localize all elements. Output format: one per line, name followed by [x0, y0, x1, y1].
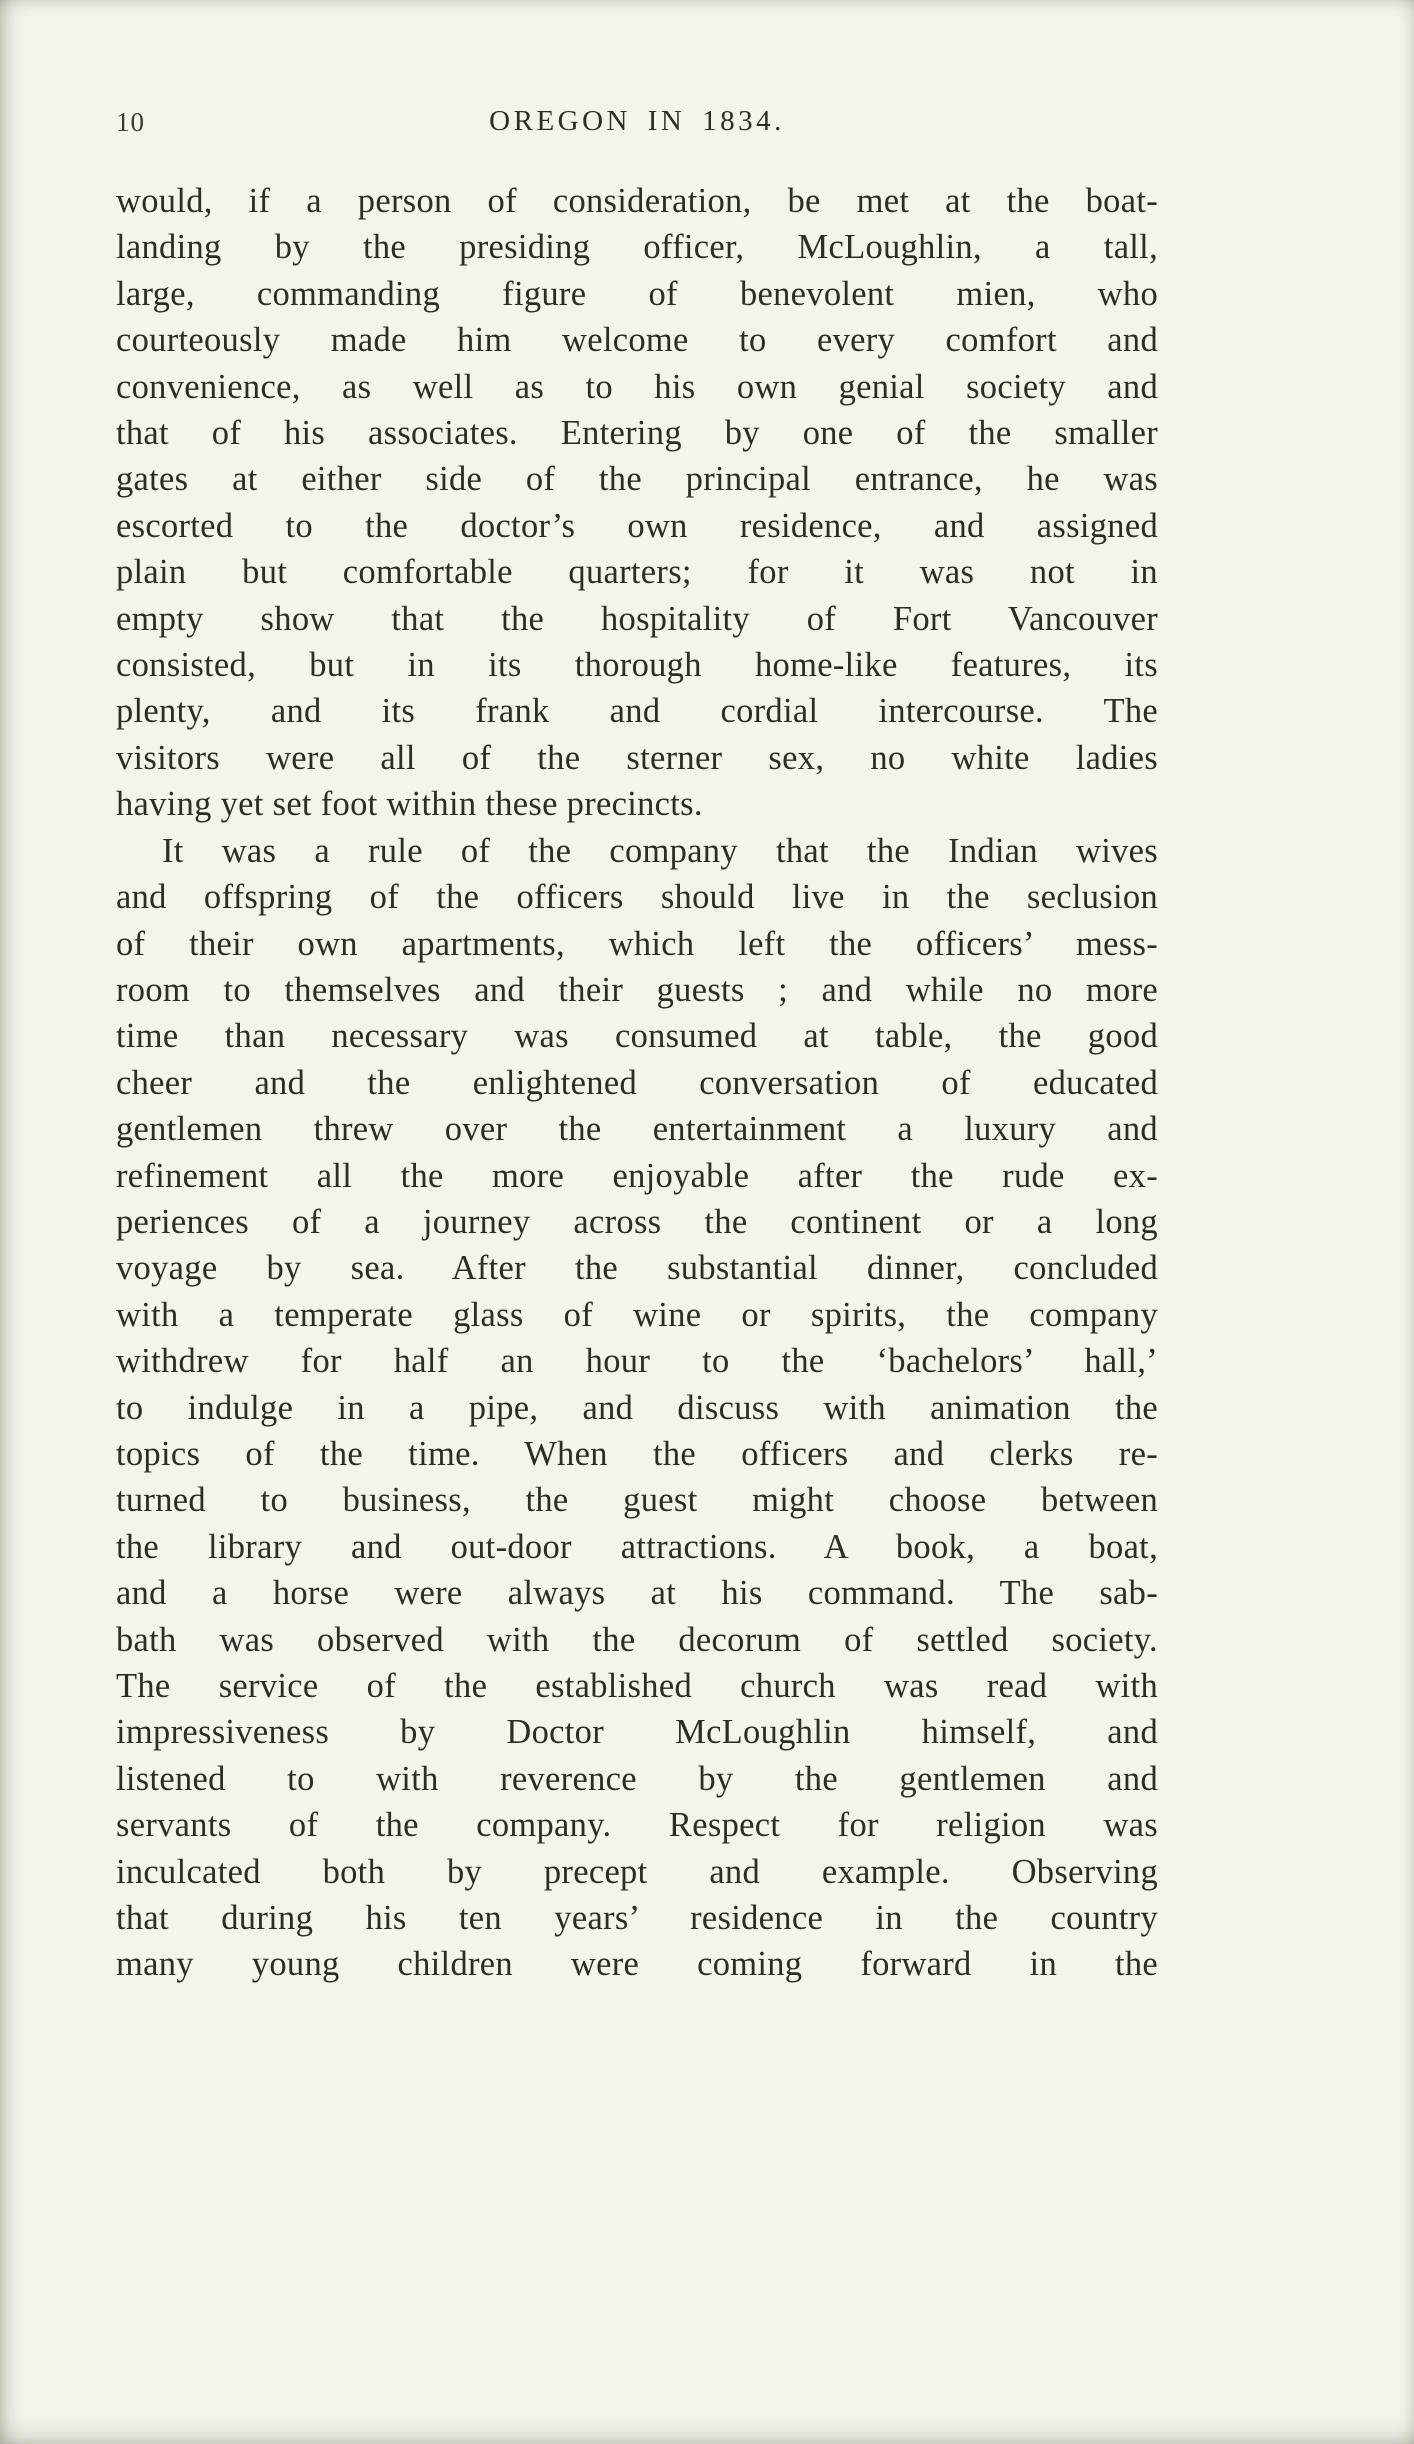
text-line: topics of the time. When the officers and clerks re-	[116, 1434, 1158, 1473]
text-line: servants of the company. Respect for religion was	[116, 1806, 1158, 1845]
text-line: visitors were all of the sterner sex, no white ladies	[116, 738, 1158, 777]
text-line: inculcated both by precept and example. Observing	[116, 1852, 1158, 1891]
text-line: empty show that the hospitality of Fort Vancouver	[116, 599, 1158, 638]
text-line: consisted, but in its thorough home-like features, its	[116, 646, 1158, 685]
text-line: to indulge in a pipe, and discuss with animation the	[116, 1388, 1158, 1427]
text-line: the library and out-door attractions. A book, a boat,	[116, 1527, 1158, 1566]
text-line: bath was observed with the decorum of settled society.	[116, 1620, 1158, 1659]
text-block	[116, 178, 1158, 1988]
text-line: cheer and the enlightened conversation of educated	[116, 1063, 1158, 1102]
text-line: voyage by sea. After the substantial dinner, concluded	[116, 1249, 1158, 1288]
text-line: The service of the established church was read with	[116, 1667, 1158, 1705]
text-line: gates at either side of the principal entrance, he was	[116, 460, 1158, 499]
paragraph	[116, 178, 1158, 828]
text-line: and offspring of the officers should live in the seclusion	[116, 878, 1158, 917]
text-line: listened to with reverence by the gentlemen and	[116, 1759, 1158, 1798]
text-line: of their own apartments, which left the officers’ mess-	[116, 924, 1158, 963]
text-line: It was a rule of the company that the Indian wives	[162, 831, 1158, 870]
text-line: impressiveness by Doctor McLoughlin himself, and	[116, 1713, 1158, 1752]
page-content	[116, 98, 1158, 1988]
text-line: time than necessary was consumed at table, the good	[116, 1017, 1158, 1056]
paragraph	[116, 828, 1158, 1988]
text-line: gentlemen threw over the entertainment a luxury and	[116, 1110, 1158, 1149]
text-line: large, commanding figure of benevolent mien, who	[116, 274, 1158, 313]
text-line: landing by the presiding officer, McLoughlin, a tall,	[116, 228, 1158, 267]
text-line: plain but comfortable quarters; for it was not in	[116, 553, 1158, 592]
text-line: having yet set foot within these precincts.	[116, 785, 703, 824]
page-header	[116, 98, 1158, 138]
text-line: that of his associates. Entering by one of the smaller	[116, 414, 1158, 453]
text-line: turned to business, the guest might choose between	[116, 1481, 1158, 1520]
text-line: convenience, as well as to his own genial society and	[116, 367, 1158, 406]
text-line: escorted to the doctor’s own residence, and assigned	[116, 506, 1158, 545]
text-line: courteously made him welcome to every comfort and	[116, 321, 1158, 360]
text-line: room to themselves and their guests ; and while no more	[116, 970, 1158, 1009]
text-line: withdrew for half an hour to the ‘bachelors’ hall,’	[116, 1342, 1158, 1381]
text-line: refinement all the more enjoyable after the rude ex-	[116, 1156, 1158, 1195]
text-line: that during his ten years’ residence in the country	[116, 1899, 1158, 1938]
running-title: OREGON IN 1834.	[489, 105, 785, 137]
text-line: with a temperate glass of wine or spirits, the company	[116, 1295, 1158, 1334]
text-line: and a horse were always at his command. The sab-	[116, 1574, 1158, 1613]
text-line: would, if a person of consideration, be met at the boat-	[116, 182, 1158, 220]
text-line: periences of a journey across the continent or a long	[116, 1202, 1158, 1241]
text-line: many young children were coming forward in the	[116, 1945, 1158, 1984]
page-number: 10	[116, 107, 145, 137]
text-line: plenty, and its frank and cordial intercourse. The	[116, 692, 1158, 731]
